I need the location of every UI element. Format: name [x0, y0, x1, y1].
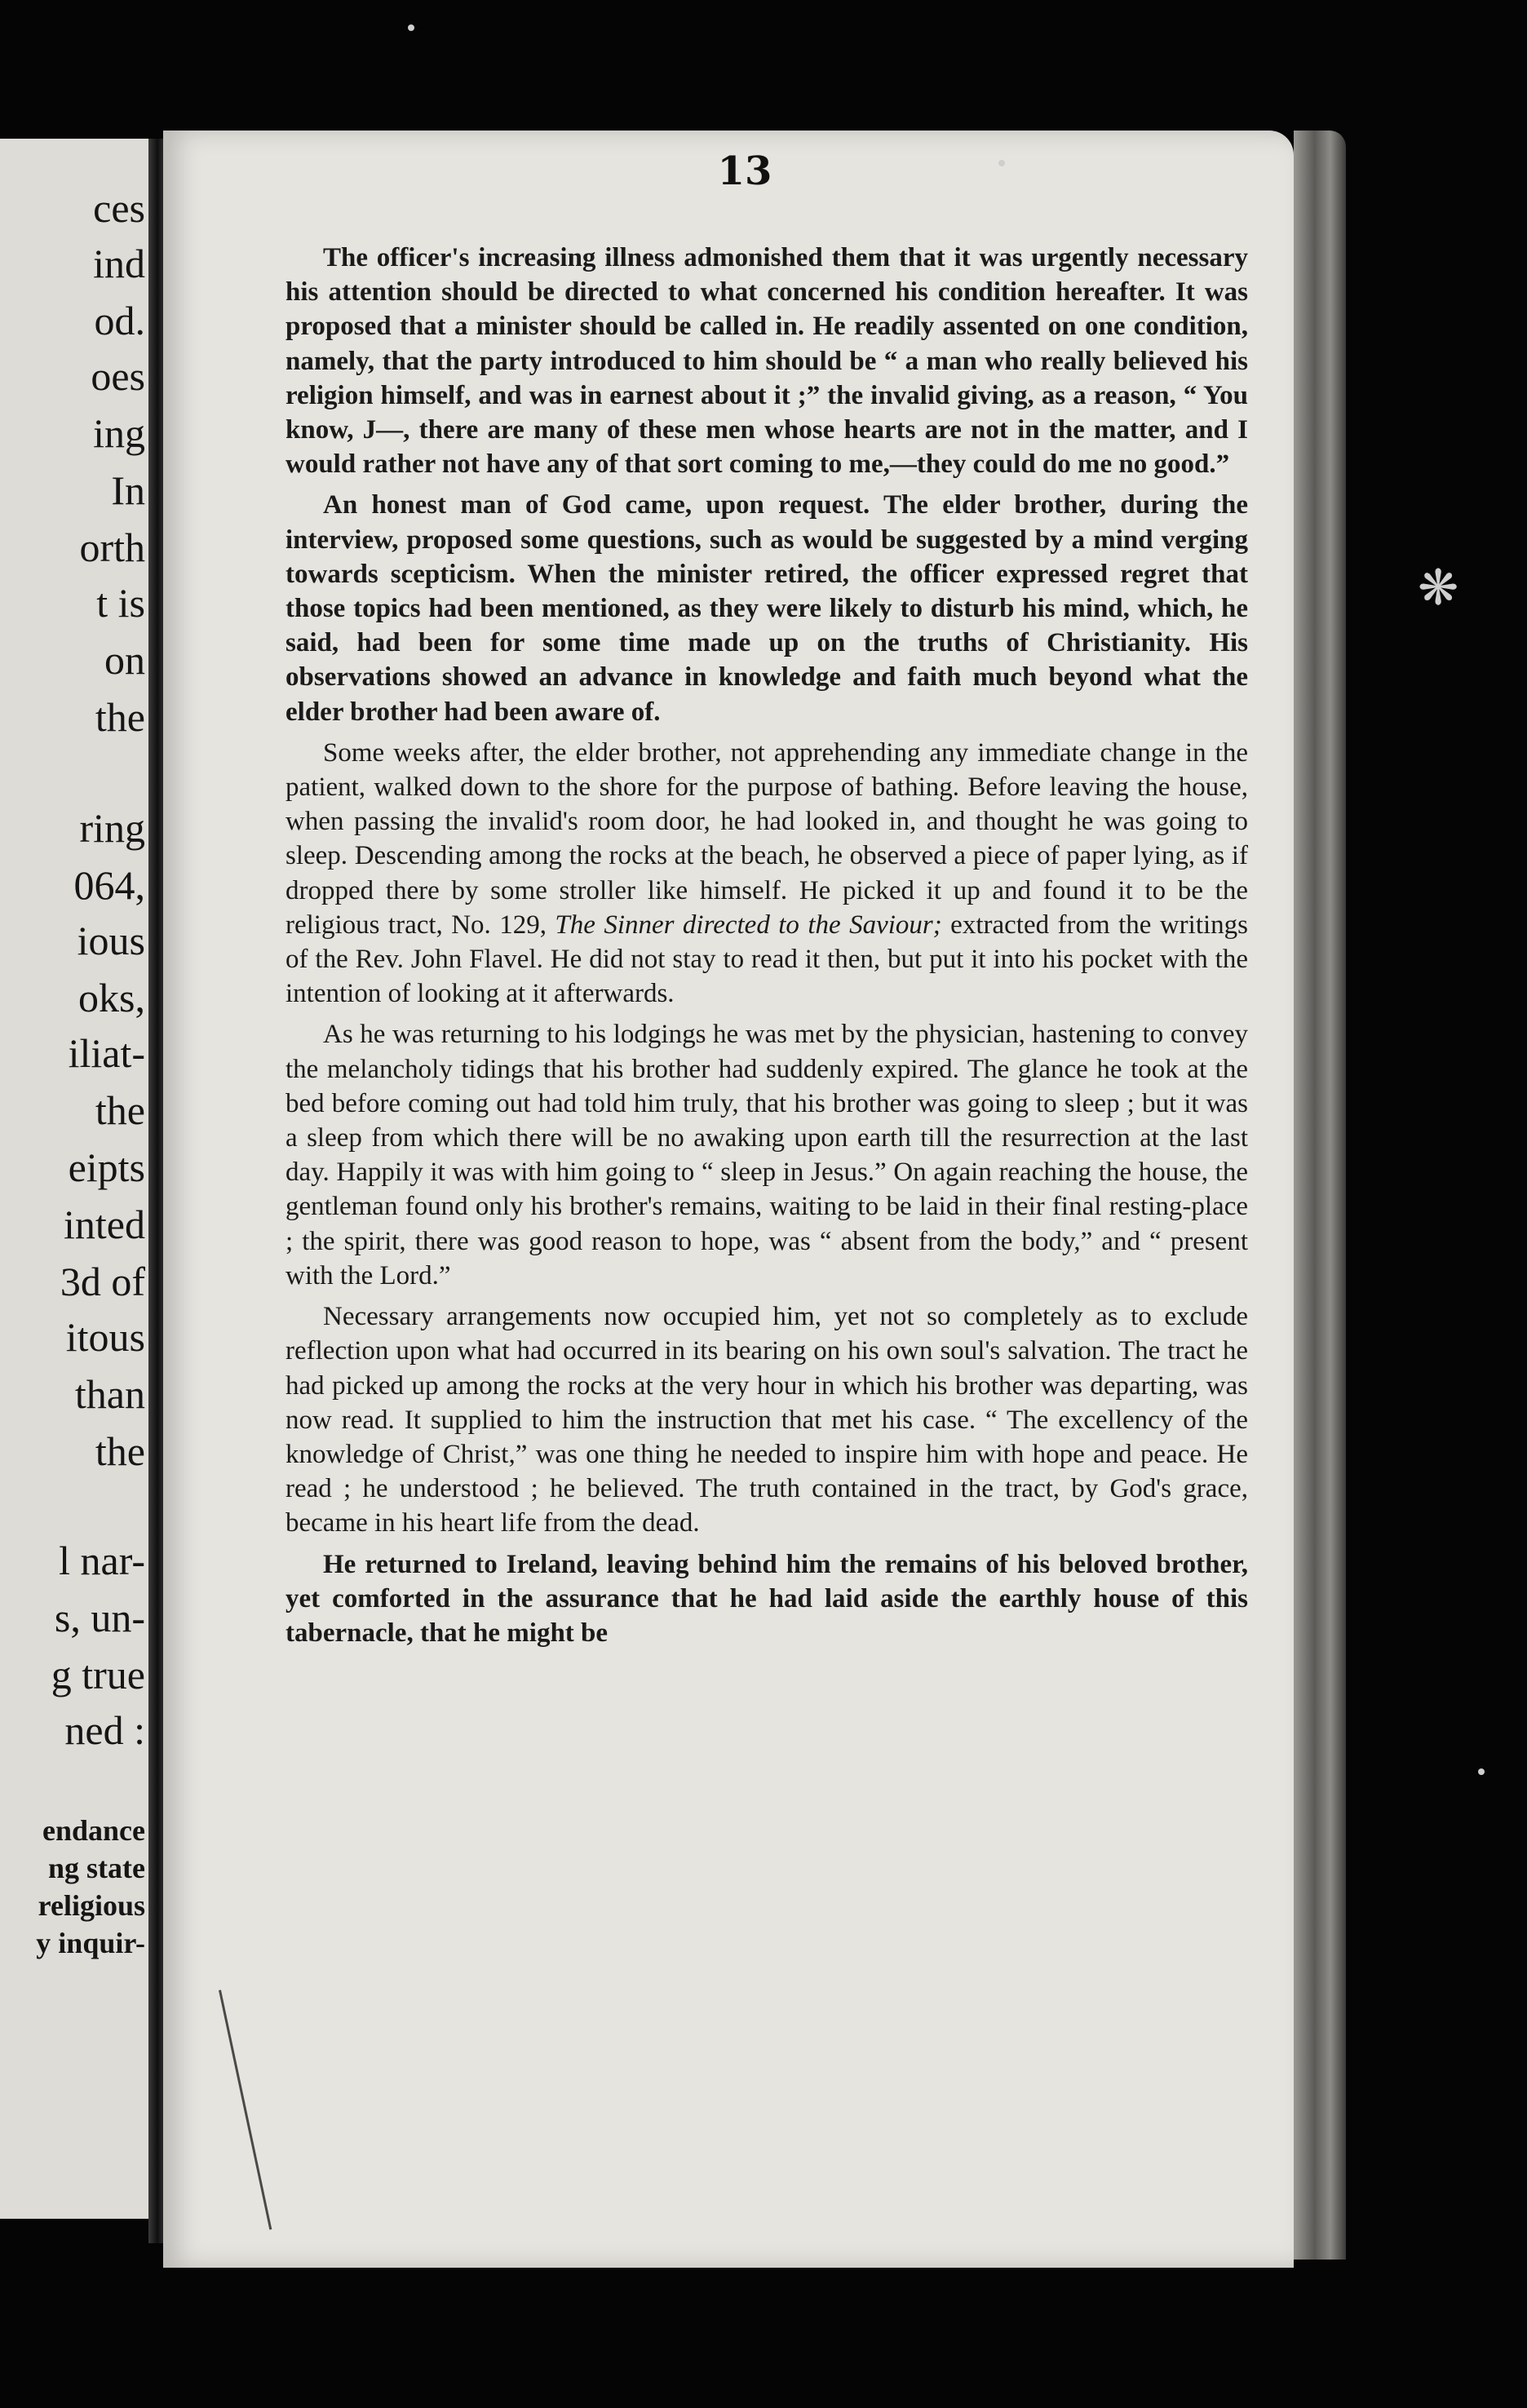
dust-speck-icon — [1478, 1768, 1485, 1775]
paragraph-2: An honest man of God came, upon request. The elder brother, during the interview, proposed some questions, such as would be suggested by a mind verging towards scepticism. When the minister retired, the officer expressed regret that those topics had been mentioned, as they were likely to disturb his mind, which, he said, had been for some time made up on the truths of Christianity. His observations showed an advance in knowledge and faith much beyond what the elder brother had been aware of. — [285, 490, 1248, 727]
previous-page-line: l nar- — [59, 1538, 145, 1583]
insect-speck-icon: ❋ — [1418, 560, 1459, 617]
previous-page-line: g true — [51, 1652, 145, 1698]
previous-page-line: the — [95, 694, 145, 740]
previous-page-line: than — [74, 1371, 145, 1417]
previous-page-line: ing — [93, 410, 145, 456]
previous-page-line: od. — [94, 298, 145, 343]
previous-page-line: itous — [65, 1314, 145, 1360]
previous-page-line: on — [104, 637, 145, 683]
dust-speck-icon — [408, 24, 414, 31]
previous-page-line: ng state — [48, 1852, 145, 1884]
previous-page-line: the — [95, 1087, 145, 1133]
tract-title: The Sinner directed to the Saviour; — [555, 910, 942, 940]
previous-page-line: y inquir- — [36, 1927, 145, 1959]
book-page — [163, 131, 1294, 2268]
paragraph-6: He returned to Ireland, leaving behind him the remains of his beloved brother, yet comforted in the assurance that he had laid aside the earthly house of this tabernacle, that he might be — [285, 1549, 1248, 1648]
paragraph-5: Necessary arrangements now occupied him, yet not so completely as to exclude reflection upon what had occurred in its bearing on his own soul's salvation. The tract he had picked up among the rocks at the very hour in which his brother was departing, was now read. It supplied to him the instruction that met his case. “ The excellency of the knowledge of Christ,” was one thing he needed to inspire him with hope and peace. He read ; he understood ; he believed. The truth contained in the tract, by God's grace, became in his heart life from the dead. — [285, 1302, 1248, 1538]
previous-page-line: oes — [91, 353, 145, 399]
previous-page-line: 064, — [73, 862, 145, 908]
page-stack-edge — [1294, 131, 1346, 2260]
previous-page-line: religious — [38, 1889, 145, 1922]
previous-page-line: ces — [93, 185, 145, 231]
previous-page-line: orth — [79, 525, 145, 570]
paragraph-4: As he was returning to his lodgings he was met by the physician, hastening to convey the melancholy tidings that his brother had suddenly expired. The glance he took at the bed before coming out had told him truly, that his brother was going to sleep ; but it was a sleep from which there will be no awaking upon earth till the resurrection at the last day. Happily it was with him going to “ sleep in Jesus.” On again reaching the house, the gentleman found only his brother's remains, waiting to be laid in their final resting-place ; the spirit, there was good reason to hope, was “ absent from the body,” and “ present with the Lord.” — [285, 1020, 1248, 1290]
previous-page-line: oks, — [78, 975, 145, 1020]
dust-speck-icon — [998, 160, 1005, 166]
previous-page-line: ned : — [64, 1707, 145, 1753]
previous-page-line: eipts — [68, 1144, 145, 1190]
paragraph-3 — [285, 736, 1248, 1011]
previous-page-line: ring — [79, 805, 145, 851]
book-gutter — [148, 139, 163, 2243]
previous-page-line: iliat- — [68, 1030, 145, 1076]
paragraph-3-text-after: extracted from the writings of the Rev. John Flavel. He did not stay to read it then, but put it into his pocket with the intention of looking at it afterwards. — [285, 910, 1249, 1009]
paragraph-1: The officer's increasing illness admonished them that it was urgently necessary his attention should be directed to what concerned his condition hereafter. It was proposed that a minister should be called in. He readily assented on one condition, namely, that the party introduced to him should be “ a man who really believed his religion himself, and was in earnest about it ;” the invalid giving, as a reason, “ You know, J—, there are many of these men whose hearts are not in the matter, and I would rather not have any of that sort coming to me,—they could do me no good.” — [285, 243, 1248, 480]
previous-page-line: ious — [77, 918, 145, 963]
previous-page-line: t is — [96, 580, 145, 626]
previous-page-fragment — [0, 139, 148, 2219]
paragraph-3-text-before: Some weeks after, the elder brother, not apprehending any immediate change in the patient, walked down to the shore for the purpose of bathing. Before leaving the house, when passing the invalid's room door, he had looked in, and thought he was going to sleep. Descending among the rocks at the beach, he observed a piece of paper lying, as if dropped there by some stroller like himself. He picked it up and found it to be the religious tract, No. 129, — [285, 737, 1248, 940]
previous-page-line: 3d of — [60, 1259, 145, 1304]
previous-page-line: the — [95, 1428, 145, 1474]
previous-page-line: inted — [64, 1202, 145, 1247]
previous-page-line: endance — [42, 1814, 145, 1847]
previous-page-line: ind — [93, 241, 145, 286]
previous-page-line: In — [111, 467, 145, 513]
page-number: 13 — [717, 148, 772, 194]
page-body-text — [285, 241, 1248, 1657]
previous-page-line: s, un- — [54, 1595, 145, 1640]
